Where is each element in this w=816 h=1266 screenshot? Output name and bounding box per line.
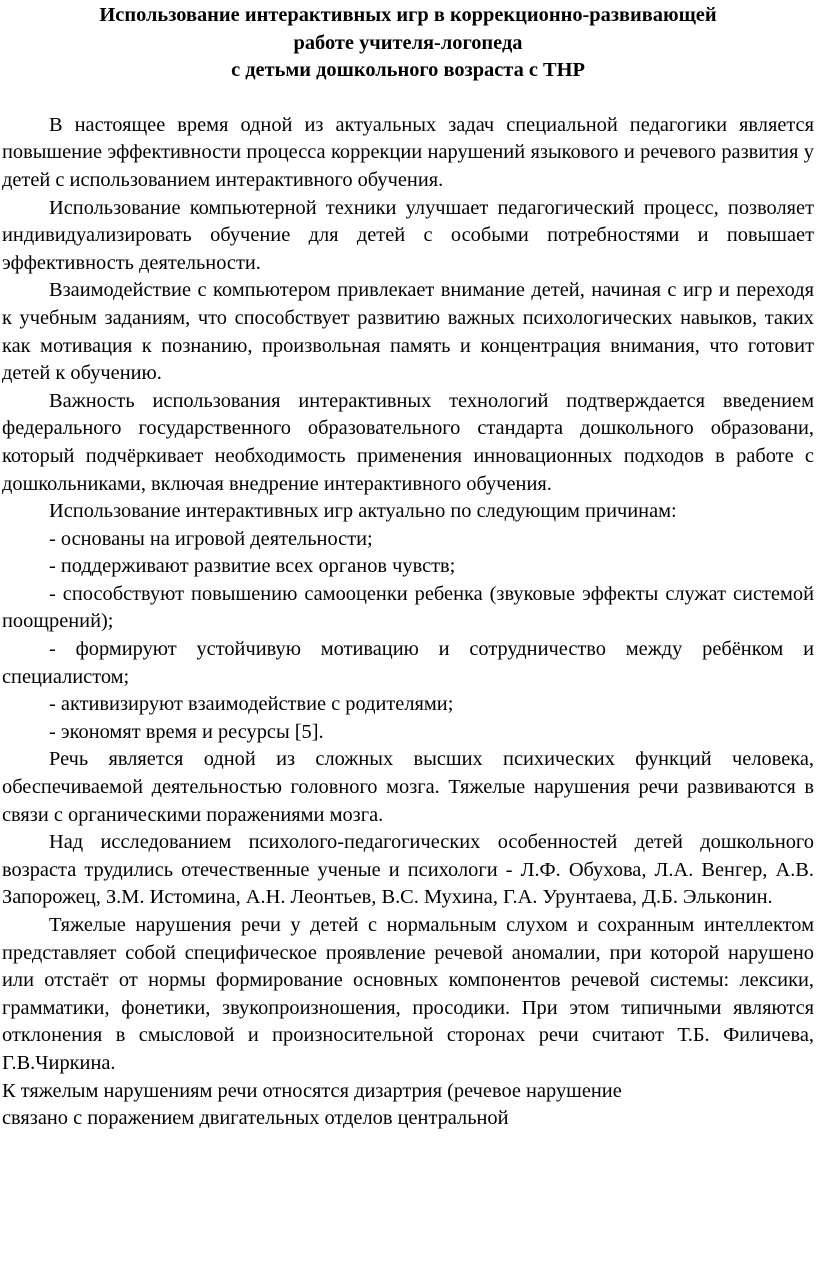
- document-body: [2, 112, 814, 1133]
- list-item-game-activity: - основаны на игровой деятельности;: [49, 527, 373, 550]
- list-item-time-resources: - экономят время и ресурсы [5].: [49, 720, 324, 743]
- paragraph-speech-function: Речь является одной из сложных высших психических функций человека, обеспечиваемой деятельностью головного мозга. Тяжелые нарушения речи развиваются в связи с органическими поражениями мозга.: [2, 748, 814, 826]
- paragraph-computer-technology: Использование компьютерной техники улучшает педагогический процесс, позволяет индивидуализировать обучение для детей с особыми потребностями и повышает эффективность деятельности.: [2, 196, 814, 274]
- tail-line-1: К тяжелым нарушениям речи относятся дизартрия (речевое нарушение: [2, 1079, 622, 1102]
- paragraph-interaction: Взаимодействие с компьютером привлекает внимание детей, начиная с игр и переходя к учебным заданиям, что способствует развитию важных психологических навыков, таких как мотивация к познанию, произвольная память и концентрация внимания, что готовит детей к обучению.: [2, 279, 814, 385]
- paragraph-tail: [2, 1078, 814, 1133]
- paragraph-intro: В настоящее время одной из актуальных задач специальной педагогики является повышение эффективности процесса коррекции нарушений языкового и речевого развития у детей с использованием интерактивного обучения.: [2, 113, 814, 191]
- paragraph-reasons-intro: Использование интерактивных игр актуально по следующим причинам:: [49, 500, 677, 523]
- list-item-parents: - активизируют взаимодействие с родителями;: [49, 693, 454, 716]
- list-item-motivation: - формируют устойчивую мотивацию и сотрудничество между ребёнком и специалистом;: [2, 638, 814, 688]
- paragraph-researchers: Над исследованием психолого-педагогических особенностей детей дошкольного возраста трудились отечественные ученые и психологи - Л.Ф. Обухова, Л.А. Венгер, А.В. Запорожец, З.М. Истомина, А.Н. Леонтьев, В.С. Мухина, Г.А. Урунтаева, Д.Б. Эльконин.: [2, 831, 814, 909]
- title-line-3: с детьми дошкольного возраста с ТНР: [231, 59, 585, 82]
- paragraph-fgos: Важность использования интерактивных технологий подтверждается введением федерального государственного образовательного стандарта дошкольного образовани, который подчёркивает необходимость применения инновационных подходов в работе с дошкольниками, включая внедрение интерактивного обучения.: [2, 389, 814, 495]
- list-item-self-esteem: - способствуют повышению самооценки ребенка (звуковые эффекты служат системой поощрений);: [2, 582, 814, 633]
- title-line-1: Использование интерактивных игр в коррекционно-развивающей: [99, 4, 717, 26]
- list-item-senses: - поддерживают развитие всех органов чувств;: [49, 555, 456, 578]
- title-line-2: работе учителя-логопеда: [293, 31, 523, 54]
- paragraph-severe-disorders: Тяжелые нарушения речи у детей с нормальным слухом и сохранным интеллектом представляет собой специфическое проявление речевой аномалии, при которой нарушено или отстаёт от нормы формирование основных компонентов речевой системы: лексики, грамматики, фонетики, звукопроизношения, просодики. При этом типичными являются отклонения в смысловой и произносительной сторонах речи считают Т.Б. Филичева, Г.В.Чиркина.: [2, 914, 814, 1074]
- document-title: [2, 2, 814, 85]
- tail-line-2: связано с поражением двигательных отделов центральной: [2, 1107, 509, 1130]
